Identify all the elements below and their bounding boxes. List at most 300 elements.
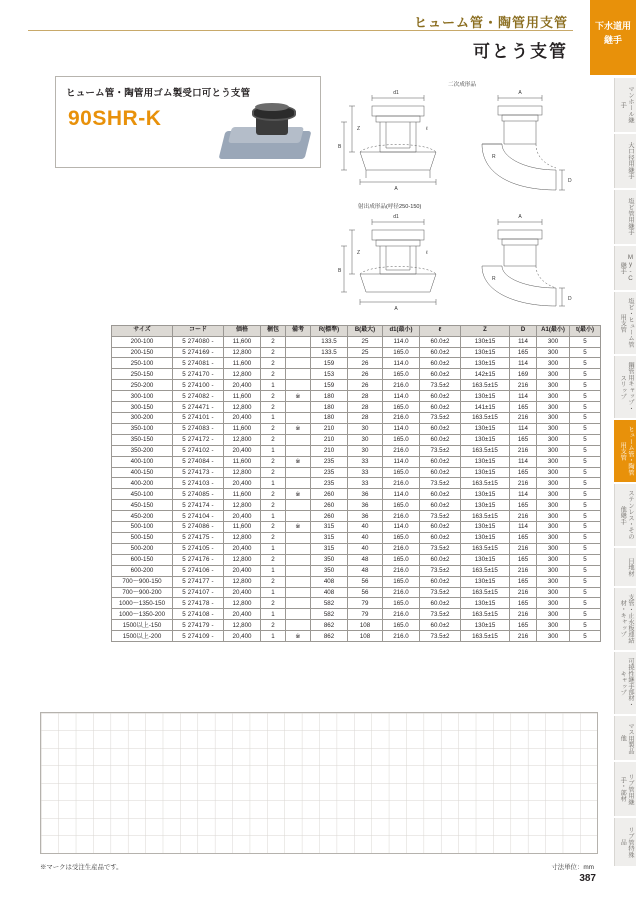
- page-title: 可とう支管: [473, 42, 568, 61]
- table-cell-R(標準): 133.5: [311, 347, 348, 358]
- table-cell-コード: 5 274174 -: [173, 500, 224, 511]
- table-cell-t(最小): 5: [570, 522, 601, 533]
- table-cell-t(最小): 5: [570, 391, 601, 402]
- table-cell-t(最小): 5: [570, 609, 601, 620]
- table-cell-ℓ: 73.5±2: [420, 478, 461, 489]
- specification-table: [111, 325, 601, 642]
- table-cell-価格: 20,400: [224, 631, 261, 642]
- table-cell-D: 216: [510, 587, 537, 598]
- table-row: [112, 500, 601, 511]
- table-cell-価格: 20,400: [224, 380, 261, 391]
- table-cell-Z: 130±15: [461, 467, 510, 478]
- side-tab-8[interactable]: 目地材: [614, 548, 636, 586]
- table-cell-サイズ: 400-200: [112, 478, 173, 489]
- table-cell-コード: 5 274107 -: [173, 587, 224, 598]
- table-cell-B(最大): 30: [348, 434, 383, 445]
- svg-text:Z: Z: [357, 126, 361, 132]
- table-cell-B(最大): 30: [348, 423, 383, 434]
- table-cell-d1(最小): 165.0: [383, 598, 420, 609]
- table-cell-サイズ: 450-100: [112, 489, 173, 500]
- table-cell-Z: 163.5±15: [461, 478, 510, 489]
- table-cell-Z: 141±15: [461, 402, 510, 413]
- table-cell-Z: 163.5±15: [461, 565, 510, 576]
- side-tab-9[interactable]: 支管・止水板連結材・キャップ: [614, 588, 636, 650]
- table-cell-d1(最小): 114.0: [383, 358, 420, 369]
- col-code: コード: [173, 326, 224, 337]
- table-cell-d1(最小): 216.0: [383, 511, 420, 522]
- table-cell-価格: 11,600: [224, 336, 261, 347]
- table-cell-B(最大): 108: [348, 631, 383, 642]
- svg-text:B: B: [338, 144, 342, 150]
- table-cell-ℓ: 60.0±2: [420, 456, 461, 467]
- table-row: [112, 456, 601, 467]
- table-cell-ℓ: 60.0±2: [420, 489, 461, 500]
- table-cell-ℓ: 73.5±2: [420, 380, 461, 391]
- table-cell-Z: 163.5±15: [461, 380, 510, 391]
- table-cell-価格: 12,800: [224, 500, 261, 511]
- table-cell-備考: [286, 543, 311, 554]
- table-cell-t(最小): 5: [570, 576, 601, 587]
- table-cell-Z: 130±15: [461, 434, 510, 445]
- table-cell-価格: 12,800: [224, 434, 261, 445]
- table-cell-ℓ: 60.0±2: [420, 347, 461, 358]
- table-cell-価格: 11,600: [224, 391, 261, 402]
- table-cell-A1(最小): 300: [537, 620, 570, 631]
- table-cell-B(最大): 36: [348, 500, 383, 511]
- table-cell-備考: [286, 336, 311, 347]
- table-row: [112, 413, 601, 424]
- table-cell-t(最小): 5: [570, 402, 601, 413]
- table-cell-備考: [286, 445, 311, 456]
- table-cell-A1(最小): 300: [537, 347, 570, 358]
- table-cell-R(標準): 153: [311, 369, 348, 380]
- table-cell-ℓ: 73.5±2: [420, 631, 461, 642]
- table-cell-t(最小): 5: [570, 554, 601, 565]
- table-cell-B(最大): 28: [348, 413, 383, 424]
- table-cell-R(標準): 408: [311, 576, 348, 587]
- table-row: [112, 587, 601, 598]
- side-tab-12[interactable]: リブ管用継手・部材: [614, 762, 636, 816]
- table-cell-A1(最小): 300: [537, 598, 570, 609]
- table-cell-梱包: 2: [261, 489, 286, 500]
- side-tab-7[interactable]: ステンレス・その他継手: [614, 484, 636, 546]
- table-cell-d1(最小): 216.0: [383, 609, 420, 620]
- table-cell-Z: 130±15: [461, 620, 510, 631]
- table-cell-D: 114: [510, 522, 537, 533]
- table-cell-Z: 163.5±15: [461, 543, 510, 554]
- table-cell-コード: 5 274177 -: [173, 576, 224, 587]
- table-cell-ℓ: 60.0±2: [420, 336, 461, 347]
- side-tab-2[interactable]: 塩ビ管用継手: [614, 190, 636, 244]
- table-cell-D: 216: [510, 565, 537, 576]
- product-model-number: 90SHR-K: [68, 107, 162, 130]
- table-cell-d1(最小): 114.0: [383, 489, 420, 500]
- table-cell-d1(最小): 114.0: [383, 522, 420, 533]
- table-cell-t(最小): 5: [570, 358, 601, 369]
- col-b: B(最大): [348, 326, 383, 337]
- table-cell-D: 165: [510, 532, 537, 543]
- table-cell-D: 216: [510, 511, 537, 522]
- table-cell-価格: 20,400: [224, 478, 261, 489]
- table-cell-コード: 5 274175 -: [173, 532, 224, 543]
- table-cell-B(最大): 40: [348, 522, 383, 533]
- table-cell-A1(最小): 300: [537, 587, 570, 598]
- table-cell-B(最大): 79: [348, 598, 383, 609]
- svg-text:d1: d1: [393, 214, 399, 220]
- table-cell-D: 114: [510, 423, 537, 434]
- col-price: 価格: [224, 326, 261, 337]
- table-cell-梱包: 2: [261, 532, 286, 543]
- table-cell-D: 165: [510, 576, 537, 587]
- table-cell-備考: ※: [286, 391, 311, 402]
- footnote-made-to-order: ※マークは受注生産品です。: [40, 864, 123, 871]
- table-cell-コード: 5 274179 -: [173, 620, 224, 631]
- table-cell-サイズ: 500-100: [112, 522, 173, 533]
- table-cell-D: 165: [510, 598, 537, 609]
- table-cell-価格: 12,800: [224, 532, 261, 543]
- svg-text:A: A: [518, 90, 522, 96]
- svg-text:A: A: [394, 186, 398, 192]
- table-cell-D: 165: [510, 500, 537, 511]
- table-cell-B(最大): 30: [348, 445, 383, 456]
- table-cell-備考: [286, 598, 311, 609]
- table-cell-R(標準): 133.5: [311, 336, 348, 347]
- col-size: サイズ: [112, 326, 173, 337]
- table-cell-Z: 130±15: [461, 347, 510, 358]
- table-cell-A1(最小): 300: [537, 358, 570, 369]
- table-cell-t(最小): 5: [570, 445, 601, 456]
- col-note: 備考: [286, 326, 311, 337]
- table-cell-梱包: 1: [261, 587, 286, 598]
- table-cell-備考: [286, 467, 311, 478]
- table-cell-R(標準): 582: [311, 609, 348, 620]
- table-cell-A1(最小): 300: [537, 402, 570, 413]
- table-cell-Z: 130±15: [461, 423, 510, 434]
- table-cell-備考: [286, 434, 311, 445]
- table-cell-価格: 20,400: [224, 445, 261, 456]
- table-cell-ℓ: 73.5±2: [420, 413, 461, 424]
- table-cell-梱包: 2: [261, 576, 286, 587]
- table-row: [112, 489, 601, 500]
- table-row: [112, 532, 601, 543]
- table-cell-梱包: 1: [261, 478, 286, 489]
- table-cell-d1(最小): 216.0: [383, 413, 420, 424]
- table-cell-サイズ: 1500以上-150: [112, 620, 173, 631]
- table-cell-Z: 163.5±15: [461, 587, 510, 598]
- side-tab-10[interactable]: 可撓性継手部材・キャップ: [614, 652, 636, 714]
- table-cell-d1(最小): 165.0: [383, 402, 420, 413]
- table-row: [112, 336, 601, 347]
- table-row: [112, 543, 601, 554]
- table-cell-B(最大): 26: [348, 380, 383, 391]
- table-cell-A1(最小): 300: [537, 543, 570, 554]
- table-cell-梱包: 1: [261, 543, 286, 554]
- table-cell-D: 165: [510, 467, 537, 478]
- table-cell-備考: [286, 609, 311, 620]
- table-cell-サイズ: 300-100: [112, 391, 173, 402]
- table-cell-t(最小): 5: [570, 532, 601, 543]
- table-cell-ℓ: 73.5±2: [420, 609, 461, 620]
- table-cell-t(最小): 5: [570, 423, 601, 434]
- table-cell-Z: 130±15: [461, 456, 510, 467]
- table-cell-D: 216: [510, 609, 537, 620]
- technical-drawings: [330, 78, 598, 318]
- side-tab-1[interactable]: 大口径用継手: [614, 134, 636, 188]
- table-cell-A1(最小): 300: [537, 413, 570, 424]
- table-cell-サイズ: 500-200: [112, 543, 173, 554]
- table-row: [112, 576, 601, 587]
- table-cell-R(標準): 159: [311, 380, 348, 391]
- table-cell-ℓ: 60.0±2: [420, 620, 461, 631]
- table-cell-コード: 5 274084 -: [173, 456, 224, 467]
- table-cell-価格: 20,400: [224, 609, 261, 620]
- table-cell-Z: 130±15: [461, 522, 510, 533]
- table-cell-ℓ: 60.0±2: [420, 500, 461, 511]
- table-cell-梱包: 2: [261, 369, 286, 380]
- table-cell-B(最大): 48: [348, 554, 383, 565]
- table-cell-R(標準): 350: [311, 554, 348, 565]
- header-subtitle: ヒューム管・陶管用支管: [413, 15, 568, 30]
- table-cell-備考: [286, 532, 311, 543]
- table-cell-サイズ: 1000〜1350-200: [112, 609, 173, 620]
- table-cell-D: 114: [510, 336, 537, 347]
- table-cell-R(標準): 582: [311, 598, 348, 609]
- table-header-row: [112, 326, 601, 337]
- svg-text:B: B: [338, 268, 342, 274]
- table-cell-B(最大): 25: [348, 347, 383, 358]
- table-cell-備考: [286, 587, 311, 598]
- table-cell-d1(最小): 165.0: [383, 347, 420, 358]
- svg-text:Z: Z: [357, 250, 361, 256]
- table-cell-t(最小): 5: [570, 380, 601, 391]
- table-row: [112, 358, 601, 369]
- table-row: [112, 478, 601, 489]
- table-cell-A1(最小): 300: [537, 631, 570, 642]
- table-row: [112, 369, 601, 380]
- product-photo: [216, 97, 316, 163]
- product-caption: ヒューム管・陶管用ゴム製受口可とう支管: [66, 88, 251, 99]
- table-cell-A1(最小): 300: [537, 565, 570, 576]
- table-cell-R(標準): 862: [311, 620, 348, 631]
- table-cell-梱包: 2: [261, 522, 286, 533]
- table-cell-A1(最小): 300: [537, 576, 570, 587]
- table-cell-d1(最小): 216.0: [383, 587, 420, 598]
- table-row: [112, 380, 601, 391]
- table-cell-備考: [286, 358, 311, 369]
- table-cell-ℓ: 73.5±2: [420, 511, 461, 522]
- table-cell-備考: [286, 511, 311, 522]
- table-cell-A1(最小): 300: [537, 445, 570, 456]
- table-cell-サイズ: 400-150: [112, 467, 173, 478]
- table-cell-ℓ: 60.0±2: [420, 369, 461, 380]
- table-cell-サイズ: 1000〜1350-150: [112, 598, 173, 609]
- table-cell-備考: [286, 576, 311, 587]
- table-cell-d1(最小): 165.0: [383, 500, 420, 511]
- table-cell-d1(最小): 216.0: [383, 543, 420, 554]
- table-cell-コード: 5 274104 -: [173, 511, 224, 522]
- table-cell-t(最小): 5: [570, 631, 601, 642]
- table-cell-ℓ: 73.5±2: [420, 587, 461, 598]
- table-cell-コード: 5 274169 -: [173, 347, 224, 358]
- table-cell-Z: 130±15: [461, 500, 510, 511]
- table-cell-R(標準): 235: [311, 456, 348, 467]
- table-cell-サイズ: 1500以上-200: [112, 631, 173, 642]
- table-cell-サイズ: 250-200: [112, 380, 173, 391]
- table-cell-d1(最小): 114.0: [383, 391, 420, 402]
- table-cell-A1(最小): 300: [537, 500, 570, 511]
- table-cell-D: 165: [510, 620, 537, 631]
- svg-text:ℓ: ℓ: [426, 250, 428, 256]
- svg-text:D: D: [568, 178, 572, 184]
- table-cell-t(最小): 5: [570, 456, 601, 467]
- table-cell-A1(最小): 300: [537, 391, 570, 402]
- table-row: [112, 598, 601, 609]
- table-cell-備考: ※: [286, 522, 311, 533]
- table-cell-梱包: 2: [261, 336, 286, 347]
- table-cell-梱包: 2: [261, 347, 286, 358]
- table-cell-A1(最小): 300: [537, 478, 570, 489]
- table-row: [112, 511, 601, 522]
- table-cell-D: 216: [510, 543, 537, 554]
- table-cell-梱包: 2: [261, 434, 286, 445]
- table-cell-Z: 130±15: [461, 489, 510, 500]
- table-cell-d1(最小): 165.0: [383, 434, 420, 445]
- table-cell-梱包: 2: [261, 402, 286, 413]
- table-cell-ℓ: 60.0±2: [420, 532, 461, 543]
- side-tab-5[interactable]: 鋼管用キャップ・スリップ: [614, 356, 636, 418]
- table-cell-備考: [286, 369, 311, 380]
- table-cell-B(最大): 36: [348, 511, 383, 522]
- table-cell-A1(最小): 300: [537, 511, 570, 522]
- table-cell-ℓ: 60.0±2: [420, 358, 461, 369]
- table-cell-備考: [286, 565, 311, 576]
- table-cell-R(標準): 862: [311, 631, 348, 642]
- table-cell-価格: 11,600: [224, 489, 261, 500]
- table-cell-A1(最小): 300: [537, 467, 570, 478]
- table-cell-A1(最小): 300: [537, 423, 570, 434]
- table-cell-t(最小): 5: [570, 347, 601, 358]
- table-cell-t(最小): 5: [570, 587, 601, 598]
- product-panel: [55, 76, 321, 168]
- side-tab-4[interactable]: 塩ビ・ヒューム管用支管: [614, 292, 636, 354]
- side-tab-11[interactable]: マス用製品他: [614, 716, 636, 760]
- table-cell-サイズ: 450-150: [112, 500, 173, 511]
- table-cell-A1(最小): 300: [537, 554, 570, 565]
- table-cell-備考: [286, 347, 311, 358]
- table-cell-コード: 5 274086 -: [173, 522, 224, 533]
- table-cell-備考: [286, 500, 311, 511]
- table-cell-サイズ: 300-150: [112, 402, 173, 413]
- table-cell-コード: 5 274109 -: [173, 631, 224, 642]
- table-cell-B(最大): 26: [348, 358, 383, 369]
- table-cell-備考: [286, 402, 311, 413]
- table-cell-B(最大): 33: [348, 456, 383, 467]
- table-cell-d1(最小): 165.0: [383, 576, 420, 587]
- table-cell-コード: 5 274085 -: [173, 489, 224, 500]
- table-cell-コード: 5 274082 -: [173, 391, 224, 402]
- svg-text:d1: d1: [393, 90, 399, 96]
- table-cell-A1(最小): 300: [537, 434, 570, 445]
- table-cell-D: 165: [510, 402, 537, 413]
- table-cell-梱包: 1: [261, 631, 286, 642]
- table-cell-コード: 5 274083 -: [173, 423, 224, 434]
- table-cell-B(最大): 56: [348, 587, 383, 598]
- table-cell-コード: 5 274105 -: [173, 543, 224, 554]
- table-cell-備考: [286, 478, 311, 489]
- table-cell-B(最大): 40: [348, 543, 383, 554]
- table-cell-A1(最小): 300: [537, 532, 570, 543]
- table-cell-梱包: 2: [261, 423, 286, 434]
- side-tab-3[interactable]: My-C継手: [614, 246, 636, 290]
- notes-grid: [40, 712, 598, 854]
- table-cell-D: 165: [510, 434, 537, 445]
- table-cell-コード: 5 274106 -: [173, 565, 224, 576]
- table-row: [112, 522, 601, 533]
- table-cell-d1(最小): 165.0: [383, 554, 420, 565]
- table-cell-ℓ: 60.0±2: [420, 434, 461, 445]
- svg-text:R: R: [492, 154, 496, 160]
- table-cell-R(標準): 350: [311, 565, 348, 576]
- table-cell-コード: 5 274100 -: [173, 380, 224, 391]
- table-cell-d1(最小): 216.0: [383, 380, 420, 391]
- table-cell-Z: 130±15: [461, 336, 510, 347]
- table-cell-ℓ: 60.0±2: [420, 423, 461, 434]
- table-cell-Z: 163.5±15: [461, 631, 510, 642]
- table-cell-ℓ: 60.0±2: [420, 576, 461, 587]
- table-cell-価格: 12,800: [224, 369, 261, 380]
- table-cell-R(標準): 210: [311, 434, 348, 445]
- table-cell-D: 114: [510, 391, 537, 402]
- table-row: [112, 631, 601, 642]
- table-cell-R(標準): 180: [311, 413, 348, 424]
- table-cell-d1(最小): 216.0: [383, 445, 420, 456]
- table-cell-A1(最小): 300: [537, 380, 570, 391]
- side-tab-13[interactable]: リブ管特殊品: [614, 818, 636, 866]
- table-cell-価格: 12,800: [224, 402, 261, 413]
- table-cell-梱包: 2: [261, 598, 286, 609]
- col-r: R(標準): [311, 326, 348, 337]
- table-cell-備考: [286, 413, 311, 424]
- svg-text:ℓ: ℓ: [426, 126, 428, 132]
- table-cell-t(最小): 5: [570, 598, 601, 609]
- table-cell-D: 114: [510, 456, 537, 467]
- table-cell-梱包: 1: [261, 609, 286, 620]
- table-cell-価格: 12,800: [224, 598, 261, 609]
- table-cell-梱包: 2: [261, 500, 286, 511]
- table-cell-R(標準): 260: [311, 511, 348, 522]
- table-cell-D: 165: [510, 554, 537, 565]
- table-cell-備考: [286, 380, 311, 391]
- table-row: [112, 554, 601, 565]
- table-cell-コード: 5 274102 -: [173, 445, 224, 456]
- table-cell-コード: 5 274176 -: [173, 554, 224, 565]
- table-cell-梱包: 2: [261, 554, 286, 565]
- table-cell-t(最小): 5: [570, 543, 601, 554]
- table-cell-R(標準): 159: [311, 358, 348, 369]
- table-cell-t(最小): 5: [570, 413, 601, 424]
- side-tab-0[interactable]: マンホール継手: [614, 78, 636, 132]
- table-cell-d1(最小): 216.0: [383, 631, 420, 642]
- side-tab-6[interactable]: ヒューム管・陶管用支管: [614, 420, 636, 482]
- table-cell-サイズ: 500-150: [112, 532, 173, 543]
- corner-tab-line1: 下水道用: [594, 21, 631, 31]
- table-cell-D: 169: [510, 369, 537, 380]
- table-cell-コード: 5 274471 -: [173, 402, 224, 413]
- table-cell-コード: 5 274081 -: [173, 358, 224, 369]
- table-cell-B(最大): 108: [348, 620, 383, 631]
- table-cell-価格: 11,600: [224, 456, 261, 467]
- table-cell-サイズ: 250-100: [112, 358, 173, 369]
